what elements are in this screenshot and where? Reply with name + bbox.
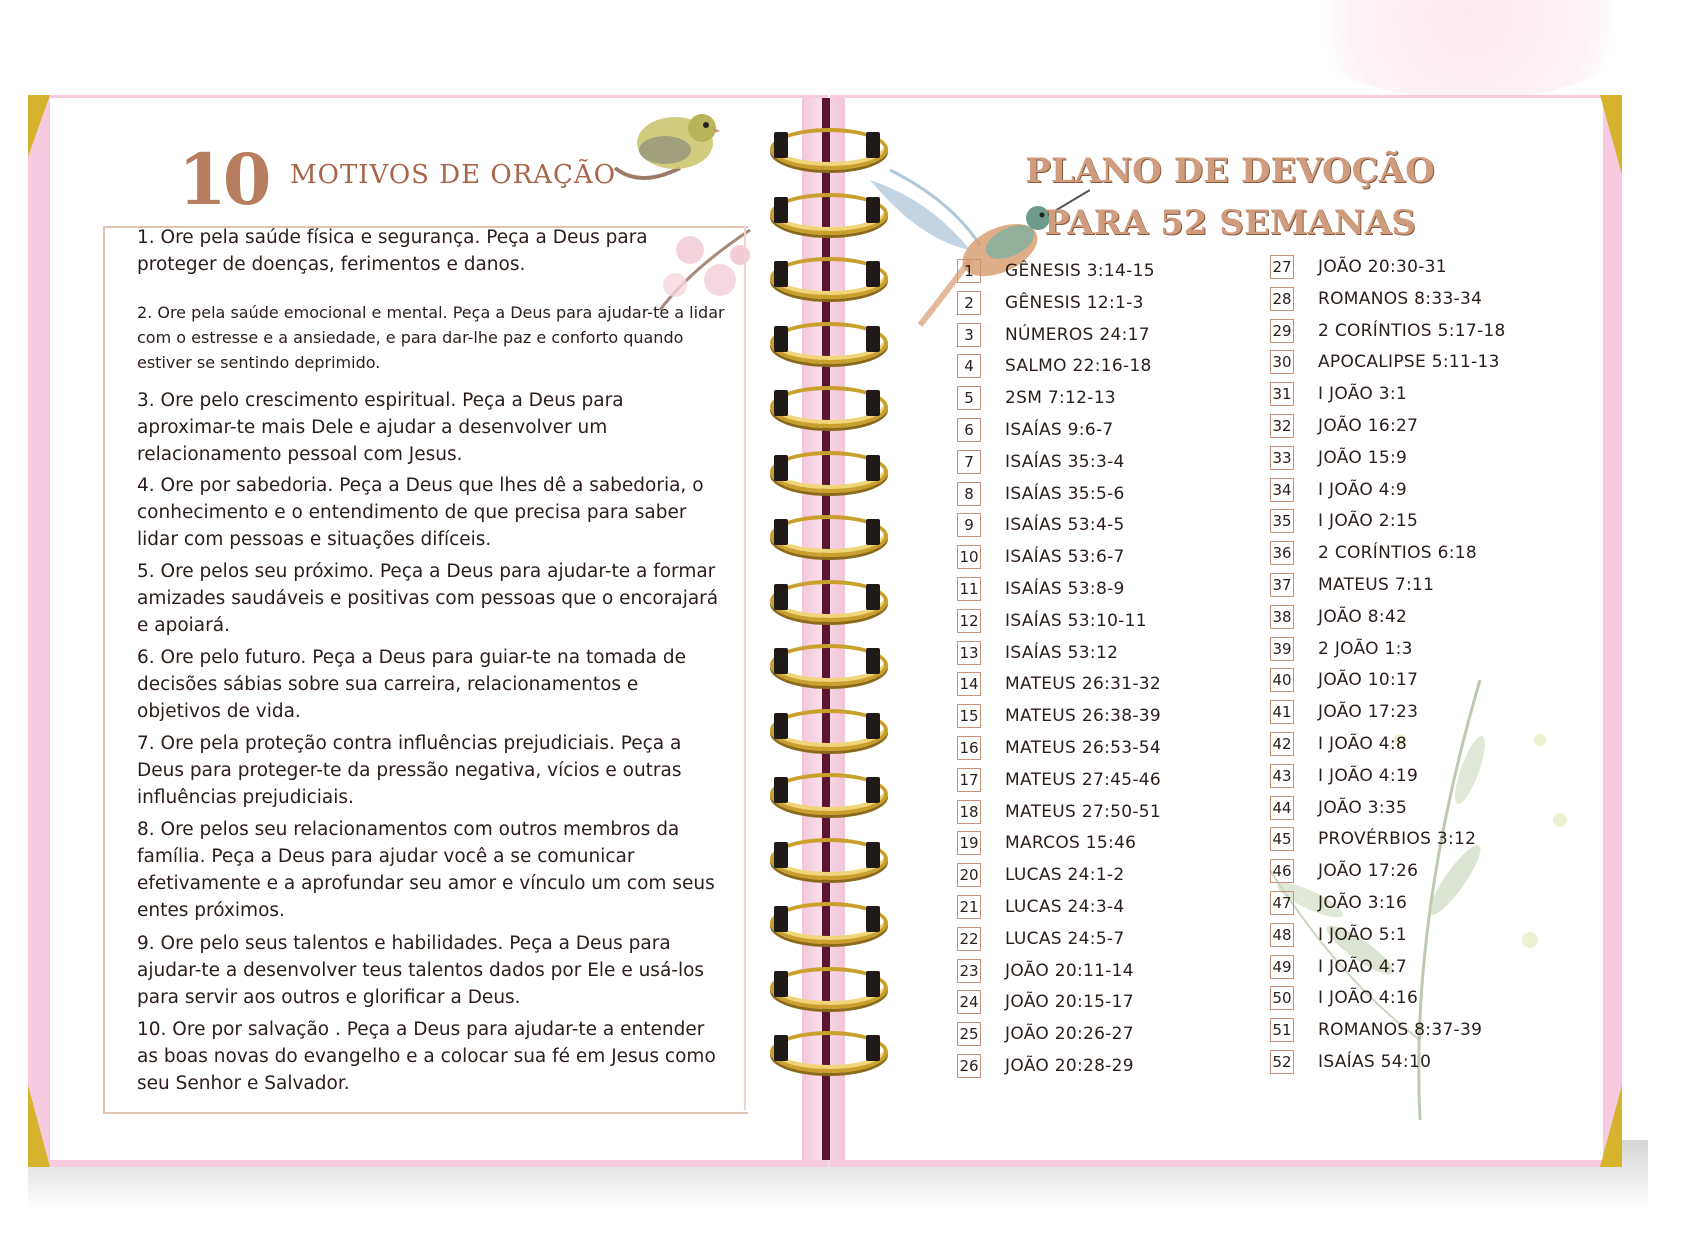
week-number-box: 44 (1270, 796, 1294, 820)
binding-hole (866, 971, 880, 997)
week-row (1270, 1049, 1431, 1075)
week-number-box: 37 (1270, 573, 1294, 597)
binding-hole (866, 584, 880, 610)
motive-text: Ore por sabedoria. Peça a Deus que lhes dê a sabedoria, o conhecimento e o entendimento de que precisa para saber lidar com pessoas e situações difíceis. (137, 475, 704, 550)
motive-number: 2. (137, 300, 152, 325)
motive-item (137, 300, 727, 375)
week-reading-ref: 2 CORÍNTIOS 5:17-18 (1318, 320, 1506, 341)
binding-hole (866, 713, 880, 739)
week-row (957, 926, 1125, 952)
week-number-box: 49 (1270, 955, 1294, 979)
week-reading-ref: NÚMEROS 24:17 (1005, 324, 1150, 345)
week-reading-ref: ISAÍAS 53:12 (1005, 642, 1119, 663)
week-reading-ref: JOÃO 17:26 (1318, 861, 1419, 882)
week-number-box: 8 (957, 482, 981, 506)
week-row (1270, 731, 1407, 757)
week-number-box: 24 (957, 990, 981, 1014)
binding-hole (774, 1035, 788, 1061)
week-row (957, 481, 1125, 507)
week-row (1270, 954, 1407, 980)
motive-item (137, 558, 727, 639)
week-number-box: 47 (1270, 891, 1294, 915)
week-number-box: 52 (1270, 1050, 1294, 1074)
week-reading-ref: MATEUS 27:45-46 (1005, 769, 1161, 790)
week-reading-ref: LUCAS 24:1-2 (1005, 865, 1125, 886)
week-number-box: 23 (957, 959, 981, 983)
week-row (957, 799, 1161, 825)
week-reading-ref: MATEUS 26:31-32 (1005, 674, 1161, 695)
week-row (957, 894, 1125, 920)
motive-number: 9. (137, 930, 155, 957)
week-row (1270, 572, 1434, 598)
week-row (957, 671, 1161, 697)
motive-item (137, 644, 727, 725)
week-row (1270, 795, 1407, 821)
week-reading-ref: JOÃO 17:23 (1318, 702, 1419, 723)
binding-hole (866, 390, 880, 416)
week-reading-ref: ISAÍAS 35:3-4 (1005, 451, 1125, 472)
week-number-box: 33 (1270, 446, 1294, 470)
week-number-box: 26 (957, 1054, 981, 1078)
week-reading-ref: MATEUS 27:50-51 (1005, 801, 1161, 822)
week-row (957, 989, 1134, 1015)
binding-hole (774, 519, 788, 545)
week-row (957, 290, 1144, 316)
week-reading-ref: MARCOS 15:46 (1005, 833, 1137, 854)
week-row (1270, 445, 1407, 471)
motive-number: 10. (137, 1016, 166, 1043)
week-row (957, 544, 1125, 570)
motive-item (137, 730, 727, 811)
week-row (1270, 349, 1500, 375)
week-row (1270, 540, 1477, 566)
motive-number: 7. (137, 730, 155, 757)
binding-hole (774, 584, 788, 610)
week-number-box: 43 (1270, 764, 1294, 788)
week-reading-ref: JOÃO 10:17 (1318, 670, 1419, 691)
week-reading-ref: JOÃO 15:9 (1318, 447, 1408, 468)
week-number-box: 27 (1270, 255, 1294, 279)
week-row (1270, 763, 1418, 789)
week-row (957, 512, 1125, 538)
week-number-box: 14 (957, 672, 981, 696)
week-number-box: 21 (957, 895, 981, 919)
week-row (1270, 413, 1418, 439)
week-number-box: 45 (1270, 827, 1294, 851)
week-row (1270, 985, 1418, 1011)
week-row (957, 862, 1125, 888)
week-number-box: 36 (1270, 541, 1294, 565)
binding-hole (774, 906, 788, 932)
week-row (1270, 381, 1407, 407)
motive-text: Ore pela proteção contra influências prejudiciais. Peça a Deus para proteger-te da pressão negativa, vícios e outras influências prejudiciais. (137, 733, 682, 808)
week-reading-ref: JOÃO 20:11-14 (1005, 960, 1134, 981)
week-reading-ref: I JOÃO 5:1 (1318, 924, 1407, 945)
binding-hole (866, 777, 880, 803)
week-number-box: 50 (1270, 986, 1294, 1010)
week-number-box: 10 (957, 545, 981, 569)
motive-number: 3. (137, 387, 155, 414)
week-reading-ref: ROMANOS 8:37-39 (1318, 1020, 1483, 1041)
motive-item (137, 387, 727, 468)
week-number-box: 15 (957, 704, 981, 728)
week-row (957, 322, 1150, 348)
week-number-box: 1 (957, 259, 981, 283)
week-number-box: 3 (957, 323, 981, 347)
motive-item (137, 1016, 727, 1097)
motive-number: 4. (137, 472, 155, 499)
week-reading-ref: I JOÃO 4:19 (1318, 765, 1419, 786)
motive-item (137, 930, 727, 1011)
week-number-box: 34 (1270, 478, 1294, 502)
week-row (1270, 667, 1418, 693)
week-number-box: 46 (1270, 859, 1294, 883)
week-number-box: 17 (957, 768, 981, 792)
week-number-box: 30 (1270, 350, 1294, 374)
week-number-box: 9 (957, 513, 981, 537)
week-reading-ref: I JOÃO 4:16 (1318, 988, 1419, 1009)
motive-text: Ore pelos seu próximo. Peça a Deus para ajudar-te a formar amizades saudáveis e positivas com pessoas que o encorajará e apoiará. (137, 561, 719, 636)
week-row (1270, 477, 1407, 503)
week-reading-ref: GÊNESIS 3:14-15 (1005, 261, 1155, 281)
week-row (1270, 318, 1506, 344)
week-reading-ref: JOÃO 20:28-29 (1005, 1056, 1134, 1076)
motive-text: Ore pela saúde emocional e mental. Peça a Deus para ajudar-te a lidar com o estresse e a ansiedade, e para dar-lhe paz e conforto quando estiver se sentindo deprimido. (137, 303, 725, 372)
binding-hole (774, 971, 788, 997)
week-reading-ref: ISAÍAS 54:10 (1318, 1052, 1432, 1072)
week-reading-ref: I JOÃO 2:15 (1318, 511, 1419, 532)
binding-hole (774, 390, 788, 416)
week-reading-ref: GÊNESIS 12:1-3 (1005, 292, 1144, 313)
week-number-box: 11 (957, 577, 981, 601)
binding-hole (866, 132, 880, 158)
motives-frame-right-line (744, 226, 746, 1110)
page-title: MOTIVOS DE ORAÇÃO (290, 160, 617, 190)
week-reading-ref: JOÃO 3:35 (1318, 797, 1408, 818)
week-reading-ref: LUCAS 24:5-7 (1005, 928, 1125, 949)
motive-number: 5. (137, 558, 155, 585)
week-row (1270, 922, 1407, 948)
week-number-box: 22 (957, 927, 981, 951)
week-row (1270, 699, 1418, 725)
week-reading-ref: MATEUS 26:38-39 (1005, 706, 1161, 727)
week-number-box: 38 (1270, 605, 1294, 629)
week-number-box: 6 (957, 418, 981, 442)
week-number-box: 20 (957, 863, 981, 887)
week-row (1270, 286, 1482, 312)
binding-hole (774, 197, 788, 223)
week-row (1270, 508, 1418, 534)
motive-text: Ore por salvação . Peça a Deus para ajudar-te a entender as boas novas do evangelho e a colocar sua fé em Jesus como seu Senhor e Salvador. (137, 1019, 716, 1094)
week-reading-ref: ISAÍAS 53:8-9 (1005, 579, 1125, 599)
week-reading-ref: ISAÍAS 53:10-11 (1005, 610, 1147, 631)
week-reading-ref: ROMANOS 8:33-34 (1318, 288, 1483, 309)
week-number-box: 31 (1270, 382, 1294, 406)
week-reading-ref: 2 JOÃO 1:3 (1318, 638, 1413, 659)
week-number-box: 35 (1270, 509, 1294, 533)
week-number-box: 18 (957, 800, 981, 824)
gold-corner-bottom-right (1600, 1085, 1622, 1167)
week-reading-ref: ISAÍAS 9:6-7 (1005, 420, 1114, 440)
week-row (1270, 826, 1476, 852)
motive-text: Ore pelo seus talentos e habilidades. Peça a Deus para ajudar-te a desenvolver teus talentos dados por Ele e usá-los para servir aos outros e glorificar a Deus. (137, 933, 705, 1008)
week-row (1270, 254, 1447, 280)
week-row (957, 1021, 1134, 1047)
week-number-box: 29 (1270, 319, 1294, 343)
week-number-box: 48 (1270, 923, 1294, 947)
week-reading-ref: I JOÃO 4:7 (1318, 956, 1407, 977)
week-row (957, 258, 1155, 284)
binding-hole (774, 326, 788, 352)
week-row (957, 640, 1118, 666)
gold-corner-bottom-left (28, 1085, 50, 1167)
week-reading-ref: JOÃO 16:27 (1318, 416, 1419, 436)
week-row (1270, 890, 1407, 916)
motive-text: Ore pela saúde física e segurança. Peça a Deus para proteger de doenças, ferimentos e danos. (137, 227, 648, 275)
week-number-box: 5 (957, 386, 981, 410)
week-reading-ref: JOÃO 20:26-27 (1005, 1024, 1134, 1045)
week-reading-ref: JOÃO 20:15-17 (1005, 992, 1134, 1013)
week-row (957, 353, 1152, 379)
binding-hole (774, 455, 788, 481)
week-row (957, 830, 1136, 856)
week-row (957, 417, 1114, 443)
week-row (957, 385, 1116, 411)
motive-number: 8. (137, 816, 155, 843)
binding-hole (866, 906, 880, 932)
week-number-box: 13 (957, 641, 981, 665)
week-reading-ref: ISAÍAS 53:6-7 (1005, 547, 1125, 568)
binding-hole (866, 842, 880, 868)
plan-title (990, 145, 1470, 249)
week-number-box: 32 (1270, 414, 1294, 438)
binding-hole (774, 777, 788, 803)
week-number-box: 2 (957, 291, 981, 315)
week-row (957, 608, 1147, 634)
binding-hole (774, 713, 788, 739)
motive-number: 6. (137, 644, 155, 671)
week-number-box: 4 (957, 354, 981, 378)
plan-title-line1: PLANO DE DEVOÇÃO (1025, 151, 1435, 191)
gold-corner-top-right (1600, 95, 1622, 175)
motive-number: 1. (137, 224, 155, 251)
week-reading-ref: JOÃO 20:30-31 (1318, 257, 1447, 277)
week-row (1270, 604, 1407, 630)
week-reading-ref: MATEUS 26:53-54 (1005, 738, 1161, 758)
week-row (957, 735, 1161, 761)
binding-hole (866, 455, 880, 481)
binding-hole (774, 261, 788, 287)
logo-watermark (1290, 0, 1650, 100)
motive-item (137, 224, 727, 278)
motive-item (137, 472, 727, 553)
week-reading-ref: PROVÉRBIOS 3:12 (1318, 829, 1477, 850)
week-row (1270, 858, 1418, 884)
motive-text: Ore pelo futuro. Peça a Deus para guiar-te na tomada de decisões sábias sobre sua carreira, relacionamentos e objetivos de vida. (137, 647, 686, 722)
motive-text: Ore pelos seu relacionamentos com outros membros da família. Peça a Deus para ajudar você a se comunicar efetivamente e a aprofundar seu amor e vínculo um com seus entes próximos. (137, 819, 715, 921)
week-number-box: 16 (957, 736, 981, 760)
week-number-box: 41 (1270, 700, 1294, 724)
binding-hole (774, 132, 788, 158)
title-number: 10 (178, 138, 268, 221)
week-reading-ref: MATEUS 7:11 (1318, 575, 1435, 595)
week-number-box: 19 (957, 831, 981, 855)
week-row (1270, 1017, 1482, 1043)
week-number-box: 39 (1270, 637, 1294, 661)
binding-hole (866, 519, 880, 545)
week-row (957, 1053, 1134, 1079)
week-number-box: 40 (1270, 668, 1294, 692)
binding-hole (866, 648, 880, 674)
motive-text: Ore pelo crescimento espiritual. Peça a Deus para aproximar-te mais Dele e ajudar a desenvolver um relacionamento pessoal com Jesus. (137, 390, 624, 465)
week-number-box: 7 (957, 450, 981, 474)
bird-illustration (610, 98, 720, 208)
week-row (1270, 636, 1413, 662)
week-number-box: 25 (957, 1022, 981, 1046)
week-row (957, 449, 1125, 475)
week-reading-ref: 2SM 7:12-13 (1005, 388, 1116, 409)
plan-title-line2: PARA 52 SEMANAS (1044, 203, 1416, 243)
week-number-box: 12 (957, 609, 981, 633)
week-number-box: 28 (1270, 287, 1294, 311)
week-reading-ref: I JOÃO 3:1 (1318, 384, 1407, 405)
binding-hole (774, 648, 788, 674)
week-row (957, 958, 1134, 984)
week-number-box: 42 (1270, 732, 1294, 756)
week-row (957, 767, 1161, 793)
week-number-box: 51 (1270, 1018, 1294, 1042)
motive-item (137, 816, 727, 924)
week-row (957, 703, 1161, 729)
week-reading-ref: LUCAS 24:3-4 (1005, 897, 1125, 917)
binding-hole (774, 842, 788, 868)
week-reading-ref: I JOÃO 4:9 (1318, 479, 1407, 500)
week-row (957, 576, 1125, 602)
week-reading-ref: I JOÃO 4:8 (1318, 734, 1407, 754)
week-reading-ref: JOÃO 8:42 (1318, 606, 1408, 627)
week-reading-ref: ISAÍAS 35:5-6 (1005, 483, 1125, 504)
week-reading-ref: JOÃO 3:16 (1318, 893, 1408, 913)
binding-hole (866, 1035, 880, 1061)
week-reading-ref: 2 CORÍNTIOS 6:18 (1318, 543, 1477, 564)
gold-corner-top-left (28, 95, 50, 157)
week-reading-ref: APOCALIPSE 5:11-13 (1318, 352, 1500, 373)
week-reading-ref: SALMO 22:16-18 (1005, 356, 1152, 377)
week-reading-ref: ISAÍAS 53:4-5 (1005, 515, 1125, 536)
